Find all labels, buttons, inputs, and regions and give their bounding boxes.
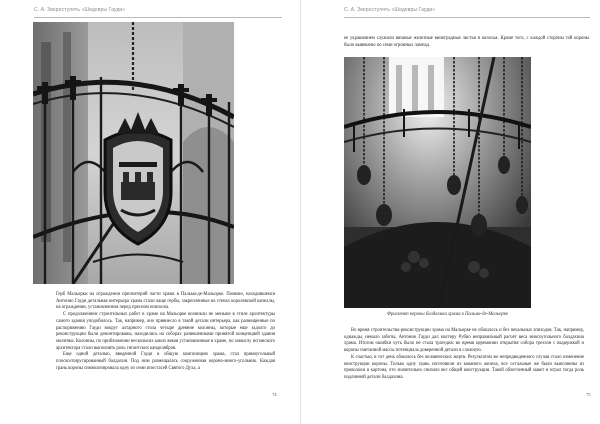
photo-baldachin-crown <box>344 57 531 308</box>
gate-photo-drawing <box>33 22 234 284</box>
paragraph: ее украшением служили вязаные железные виноградные листья и колосья. Кроме того, с каждой стороны той короны было вывешено по семи огромных лампад. <box>344 36 589 48</box>
paragraph: Еще одной деталью, введенной Гауди в общую композицию храма, стал прямоугольный плоскоспирусированный балдахин. Под ним размещалась сооруженная короно-много-угольник. Каждая грань короны символизировала одну из семи ипостасей Святого Духа, а <box>56 352 275 371</box>
header-rule-right <box>344 17 590 18</box>
page-number-right: 75 <box>586 392 591 397</box>
paragraph: Герб Мальорки на ограждении пресвитерий части храма в Пальма-де-Мальорке. Помимо, находившемся Антонио Гауди детальная интерьера храма стали чаще гербы, закрепленные на стенах королевской капеллы, на ограждении, установленном перед пресном епископа. <box>56 292 275 311</box>
paragraph: С продолжением строительных работ в храме на Мальорке возникли не меньше в стиле архитектуры самого здания уподобилось. Так, например, оно привнесло в такой детали интерьера, как размещенные по распоряжению Гауди вокруг алтарного стола четыре древние колонны, которые еще задолго до реконструкции были демонтированы, находились на соборах развешенными принятой концепцией здания молитвы. Колонны, по приближении нескольких каких веков установленные в храме, по замыслу испанского архитектора стали выполнять роль гигантских канделябров. <box>56 312 275 351</box>
header-rule-left <box>34 17 282 18</box>
crown-photo-drawing <box>344 57 531 308</box>
photo-caption: Фрагмент короны балдахина храма в Пальма-де-Мальорке <box>387 312 508 317</box>
left-body-text <box>56 292 275 372</box>
running-header-left: С. А. Зверостулять «Шедевры Гауди» <box>34 7 126 13</box>
photo-iron-gate-coat-of-arms <box>33 22 234 284</box>
page-number-left: 74 <box>272 392 277 397</box>
right-top-text <box>344 36 589 49</box>
paragraph: Во время строительства-реконструкции храма на Мальорке не обошлось и без печальных эпизодов. Так, например, однажды, немало заботы, Антонио Гауди дал мастеру Рубио неправильный расчет веса многоугольного балдахина храма. Итогом ошибки чуть было не стала трагедия: во время церемонии открытия собора трехзон с выдержкой и короны сметанной массы потенциала доверенной детали в сложную. <box>344 328 584 354</box>
right-page <box>300 0 600 424</box>
right-bottom-text <box>344 328 584 382</box>
paragraph: К счастью, в тот день обошлось без человеческих жертв. Результатом же непредвиденного случая стало изменение конструкции короны. Только одну грань изготовили из кованого железа, все остальные же были выполнены из проволоки и картона, что значительно снизило вес общей конструкции. Такой облегченный макет и играл тогда роль подлинной детали балдахина. <box>344 354 584 380</box>
running-header-right: С. А. Зверостулять «Шедевры Гауди» <box>344 7 436 13</box>
